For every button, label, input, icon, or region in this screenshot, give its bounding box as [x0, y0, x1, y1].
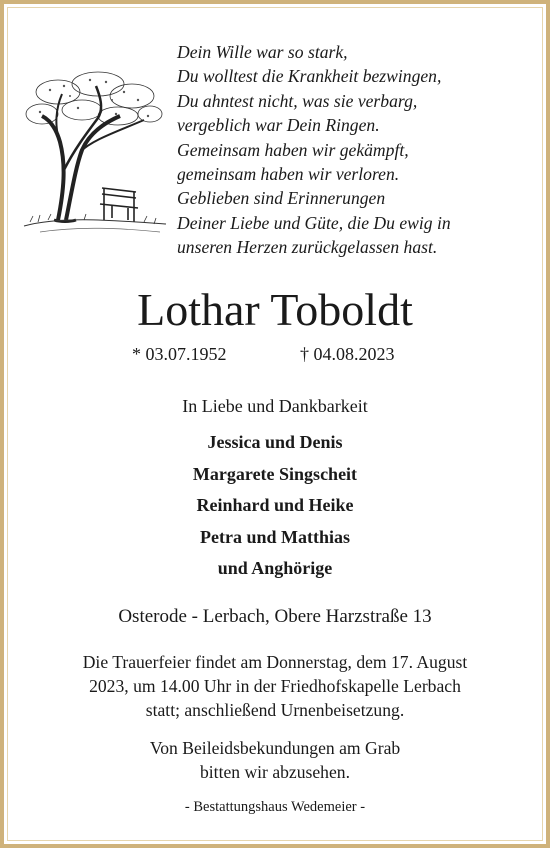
- undertaker: - Bestattungshaus Wedemeier -: [184, 799, 366, 815]
- family-member: und Anghörige: [217, 558, 333, 578]
- poem-line: vergeblich war Dein Ringen.: [177, 115, 380, 136]
- poem-line: gemeinsam haben wir verloren.: [177, 163, 400, 184]
- service-line: Die Trauerfeier findet am Donnerstag, dem 17. August: [82, 652, 468, 672]
- deceased-name: Lothar Toboldt: [137, 284, 413, 335]
- poem-line: Geblieben sind Erinnerungen: [177, 188, 386, 209]
- tree-with-bench-icon: [20, 70, 168, 240]
- birth-date: * 03.07.1952: [132, 344, 227, 364]
- condolence-line: Von Beileidsbekundungen am Grab: [149, 738, 401, 758]
- poem: [177, 40, 537, 260]
- poem-line: unseren Herzen zurückgelassen hast.: [177, 237, 438, 258]
- condolence-line: bitten wir abzusehen.: [200, 762, 350, 782]
- funeral-service-info: [0, 650, 550, 722]
- family-member: Margarete Singscheit: [192, 463, 358, 484]
- poem-line: Du wolltest die Krankheit bezwingen,: [177, 66, 442, 87]
- service-line: statt; anschließend Urnenbeisetzung.: [145, 700, 405, 720]
- poem-line: Du ahntest nicht, was sie verbarg,: [177, 90, 418, 111]
- death-date: † 04.08.2023: [300, 344, 395, 364]
- poem-line: Gemeinsam haben wir gekämpft,: [177, 139, 409, 160]
- poem-line: Deiner Liebe und Güte, die Du ewig in: [177, 212, 451, 233]
- thanks-line: In Liebe und Dankbarkeit: [182, 396, 368, 416]
- family-member: Reinhard und Heike: [196, 495, 354, 515]
- family-member: Petra und Matthias: [200, 526, 350, 547]
- address: Osterode - Lerbach, Obere Harzstraße 13: [118, 606, 432, 627]
- service-line: 2023, um 14.00 Uhr in der Friedhofskapelle Lerbach: [89, 676, 461, 696]
- family-list: [0, 429, 550, 587]
- family-member: Jessica und Denis: [207, 432, 343, 452]
- life-dates: [0, 340, 550, 368]
- condolence-note: [0, 736, 550, 784]
- poem-line: Dein Wille war so stark,: [177, 42, 348, 62]
